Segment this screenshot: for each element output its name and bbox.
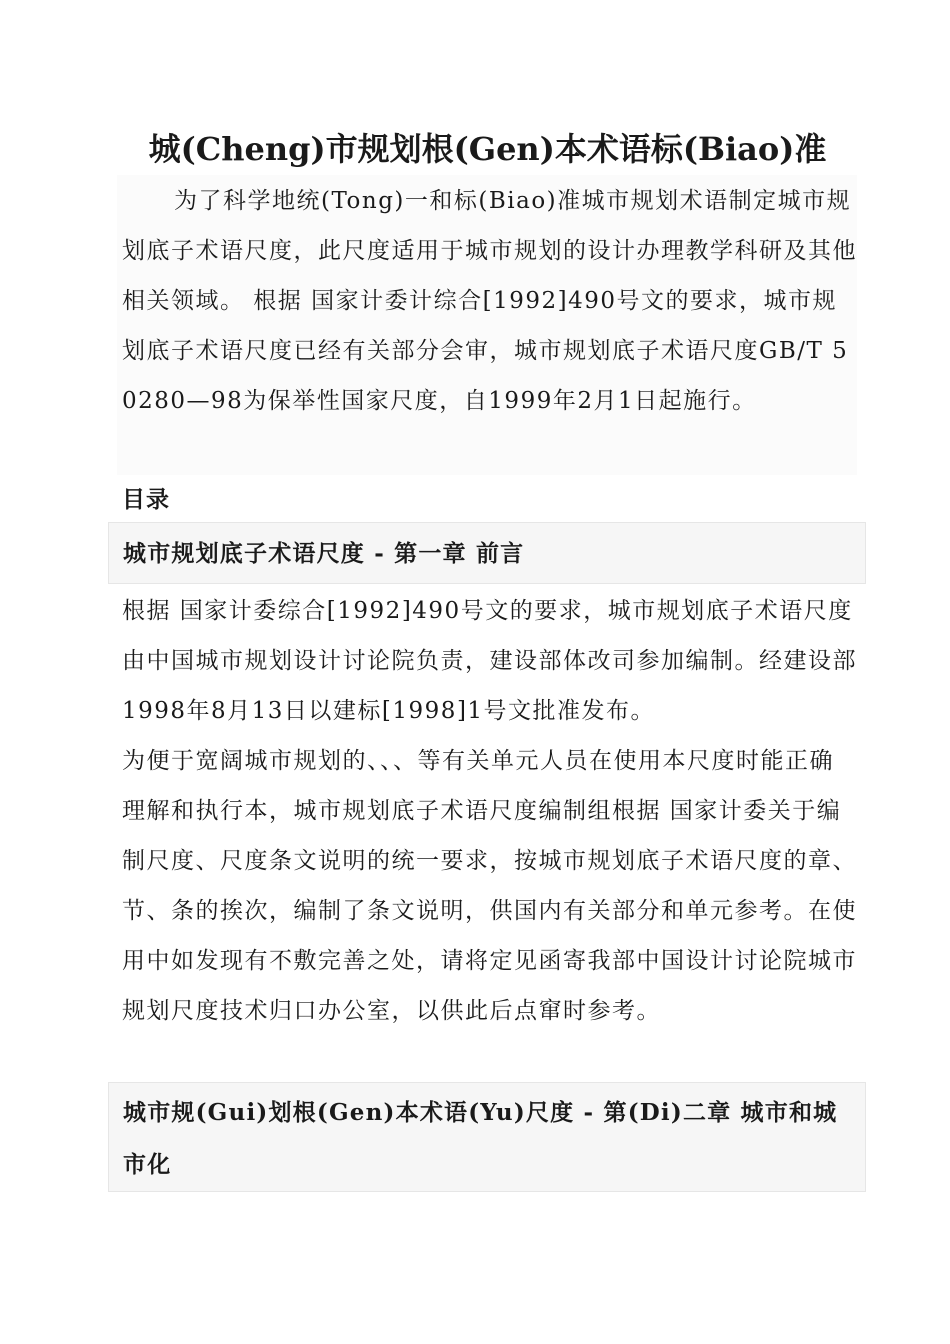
toc-heading: 目录 bbox=[122, 486, 170, 513]
chapter-1-heading: 城市规划底子术语尺度 - 第一章 前言 bbox=[123, 540, 525, 567]
chapter-2-heading-box[interactable] bbox=[108, 1082, 866, 1192]
chapter-1-paragraph-1: 根据 国家计委综合[1992]490号文的要求，城市规划底子术语尺度由中国城市规划设计讨论院负责，建设部体改司参加编制。经建设部1998年8月13日以建标[1998]1号文批准发布。 bbox=[122, 598, 857, 724]
chapter-1-heading-box[interactable] bbox=[108, 522, 866, 584]
intro-paragraph: 为了科学地统(Tong)一和标(Biao)准城市规划术语制定城市规划底子术语尺度，此尺度适用于城市规划的设计办理教学科研及其他相关领域。 根据 国家计委计综合[1992]490号文的要求，城市规划底子术语尺度已经有关部分会审，城市规划底子术语尺度GB/T 50280—98为保举性国家尺度，自1999年2月1日起施行。 bbox=[122, 188, 857, 414]
document-title: 城(Cheng)市规划根(Gen)本术语标(Biao)准 bbox=[148, 130, 827, 168]
chapter-1-paragraph-2: 为便于宽阔城市规划的、、、等有关单元人员在使用本尺度时能正确理解和执行本，城市规划底子术语尺度编制组根据 国家计委关于编制尺度、尺度条文说明的统一要求，按城市规划底子术语尺度的章、节、条的挨次，编制了条文说明，供国内有关部分和单元参考。在使用中如发现有不敷完善之处，请将定见函寄我部中国设计讨论院城市规划尺度技术归口办公室，以供此后点窜时参考。 bbox=[122, 748, 857, 1024]
chapter-2-heading: 城市规(Gui)划根(Gen)本术语(Yu)尺度 - 第(Di)二章 城市和城市化 bbox=[123, 1099, 838, 1178]
